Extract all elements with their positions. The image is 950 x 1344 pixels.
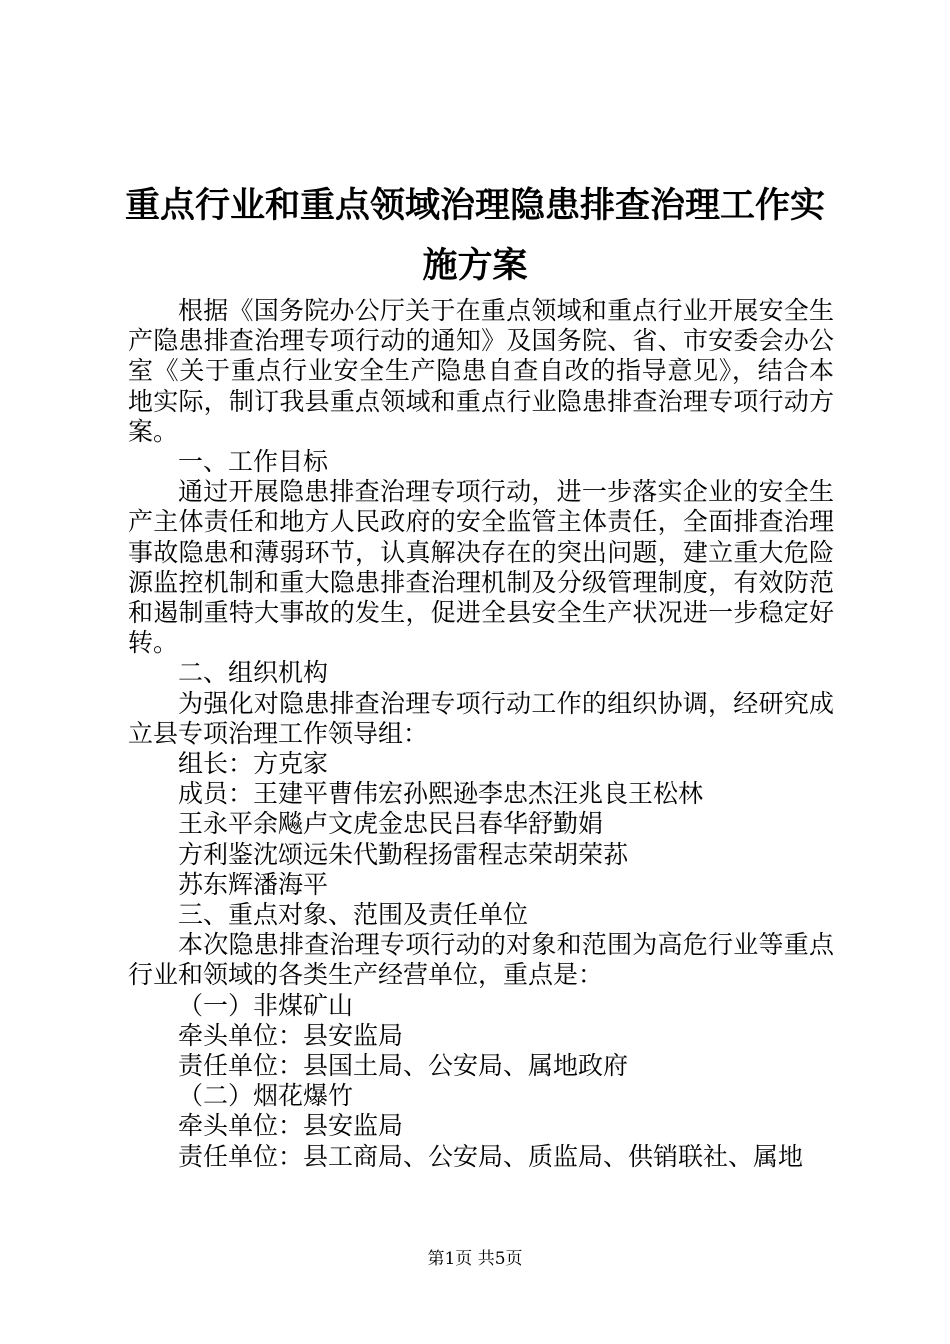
document-title-line-1: 重点行业和重点领域治理隐患排查治理工作实 bbox=[124, 186, 825, 226]
document-title-line-2: 施方案 bbox=[422, 246, 528, 286]
responsible-unit-line: 责任单位：县工商局、公安局、质监局、供销联社、属地 bbox=[178, 1141, 804, 1171]
responsible-unit-line: 责任单位：县国土局、公安局、属地政府 bbox=[178, 1051, 629, 1081]
paragraph-organization: 为强化对隐患排查治理专项行动工作的组织协调，经研究成立县专项治理工作领导组： bbox=[128, 688, 834, 748]
document-body bbox=[128, 296, 834, 1172]
page-number-footer: 第1页 共5页 bbox=[427, 1249, 523, 1269]
members-line-4: 苏东辉潘海平 bbox=[178, 869, 329, 899]
lead-unit-line: 牵头单位：县安监局 bbox=[178, 1111, 404, 1141]
section-heading-organization: 二、组织机构 bbox=[178, 658, 329, 688]
subsection-non-coal-mines: （一）非煤矿山 bbox=[178, 990, 354, 1020]
leader-line: 组长：方克家 bbox=[178, 749, 329, 779]
subsection-fireworks: （二）烟花爆竹 bbox=[178, 1081, 354, 1111]
section-heading-goals: 一、工作目标 bbox=[178, 447, 329, 477]
paragraph-intro: 根据《国务院办公厅关于在重点领域和重点行业开展安全生产隐患排查治理专项行动的通知》及国务院、省、市安委会办公室《关于重点行业安全生产隐患自查自改的指导意见》，结合本地实际，制订我县重点领域和重点行业隐患排查治理专项行动方案。 bbox=[128, 296, 834, 446]
members-line-3: 方利鉴沈颂远朱代勤程扬雷程志荣胡荣荪 bbox=[178, 839, 629, 869]
paragraph-scope: 本次隐患排查治理专项行动的对象和范围为高危行业等重点行业和领域的各类生产经营单位，重点是： bbox=[128, 930, 834, 990]
lead-unit-line: 牵头单位：县安监局 bbox=[178, 1020, 404, 1050]
members-line-2: 王永平余飚卢文虎金忠民吕春华舒勤娟 bbox=[178, 809, 604, 839]
paragraph-goals: 通过开展隐患排查治理专项行动，进一步落实企业的安全生产主体责任和地方人民政府的安全监管主体责任，全面排查治理事故隐患和薄弱环节，认真解决存在的突出问题，建立重大危险源监控机制和重大隐患排查治理机制及分级管理制度，有效防范和遏制重特大事故的发生，促进全县安全生产状况进一步稳定好转。 bbox=[128, 477, 834, 658]
members-line-1: 成员：王建平曹伟宏孙熙逊李忠杰汪兆良王松林 bbox=[178, 779, 704, 809]
section-heading-scope: 三、重点对象、范围及责任单位 bbox=[178, 900, 529, 930]
